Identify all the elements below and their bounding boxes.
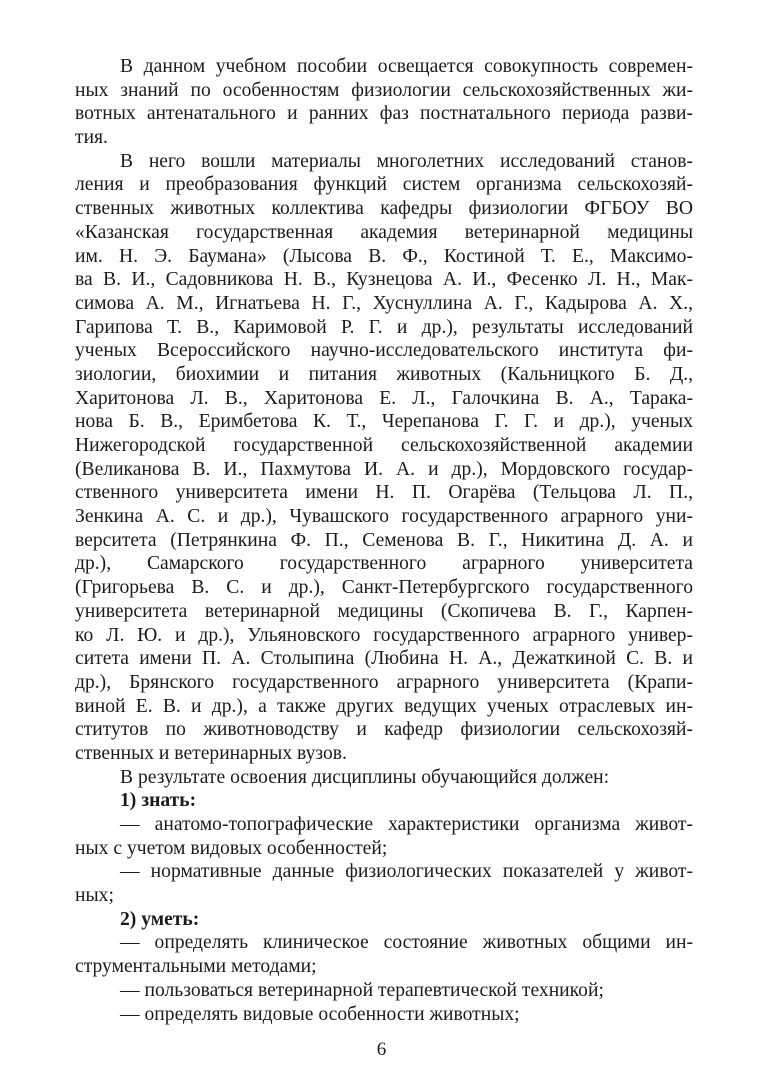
- text-line: В данном учебном пособии освещается совокупность современ-: [120, 56, 693, 77]
- text-line: ных с учетом видовых особенностей;: [75, 837, 388, 859]
- section-heading-know: 1) знать:: [120, 790, 197, 812]
- list-item: — определять видовые особенности животных;: [120, 1003, 520, 1025]
- text-line: виной Е. В. и др.), а также других ведущих ученых отраслевых ин-: [75, 695, 693, 717]
- text-line: им. Н. Э. Баумана» (Лысова В. Ф., Костиной Т. Е., Максимо-: [75, 245, 693, 267]
- section-heading-be-able: 2) уметь:: [120, 908, 200, 930]
- text-line: ственных животных коллектива кафедры физиологии ФГБОУ ВО: [75, 198, 693, 220]
- text-line: зиологии, биохимии и питания животных (Кальницкого Б. Д.,: [75, 363, 693, 385]
- text-line: нова Б. В., Еримбетова К. Т., Черепанова Г. Г. и др.), ученых: [75, 411, 693, 433]
- text-line: ститутов по животноводству и кафедр физиологии сельскохозяй-: [75, 719, 693, 741]
- text-line: верситета (Петрянкина Ф. П., Семенова В. Г., Никитина Д. А. и: [75, 529, 693, 551]
- text-line: Нижегородской государственной сельскохозяйственной академии: [75, 435, 693, 456]
- list-item: — пользоваться ветеринарной терапевтической техникой;: [120, 979, 604, 1001]
- text-line: (Григорьева В. С. и др.), Санкт-Петербургского государственного: [75, 577, 693, 599]
- text-line: Харитонова Л. В., Харитонова Е. Л., Галочкина В. А., Тарака-: [75, 387, 693, 409]
- text-line: ситета имени П. А. Столыпина (Любина Н. А., Дежаткиной С. В. и: [75, 648, 693, 670]
- text-line: В него вошли материалы многолетних исследований станов-: [120, 150, 693, 172]
- page-number: 6: [376, 1039, 387, 1060]
- list-item: — нормативные данные физиологических показателей у живот-: [120, 861, 693, 883]
- text-line: ных;: [75, 885, 114, 907]
- text-line: ных знаний по особенностям физиологии сельскохозяйственных жи-: [75, 79, 693, 101]
- text-line: симова А. М., Игнатьева Н. Г., Хуснуллина А. Г., Кадырова А. Х.,: [75, 292, 693, 314]
- text-line: др.), Брянского государственного аграрного университета (Крапи-: [75, 671, 693, 693]
- list-item: — определять клиническое состояние животных общими ин-: [120, 932, 693, 954]
- text-line: ва В. И., Садовникова Н. В., Кузнецова А. И., Фесенко Л. Н., Мак-: [75, 269, 693, 291]
- text-line: Гарипова Т. В., Каримовой Р. Г. и др.), результаты исследований: [75, 316, 693, 338]
- text-line: ственных и ветеринарных вузов.: [75, 742, 347, 764]
- text-line: струментальными методами;: [75, 956, 317, 978]
- text-line: ления и преобразования функций систем организма сельскохозяй-: [75, 174, 693, 196]
- text-line: университета ветеринарной медицины (Скопичева В. Г., Карпен-: [75, 600, 693, 622]
- text-line: вотных антенатального и ранних фаз постнатального периода разви-: [75, 103, 693, 125]
- list-item: — анатомо-топографические характеристики организма живот-: [120, 814, 693, 835]
- text-line: ко Л. Ю. и др.), Ульяновского государственного аграрного универ-: [75, 624, 693, 646]
- text-line: ученых Всероссийского научно-исследовательского института фи-: [75, 340, 693, 362]
- text-line: В результате освоения дисциплины обучающийся должен:: [120, 766, 610, 788]
- text-line: Зенкина А. С. и др.), Чувашского государственного аграрного уни-: [75, 506, 693, 528]
- body-text: [75, 55, 693, 1026]
- text-line: ственного университета имени Н. П. Огарёва (Тельцова Л. П.,: [75, 482, 693, 504]
- text-line: «Казанская государственная академия ветеринарной медицины: [75, 221, 693, 243]
- text-line: тия.: [75, 127, 108, 149]
- text-line: др.), Самарского государственного аграрного университета: [75, 553, 693, 575]
- text-line: (Великанова В. И., Пахмутова И. А. и др.), Мордовского государ-: [75, 458, 693, 480]
